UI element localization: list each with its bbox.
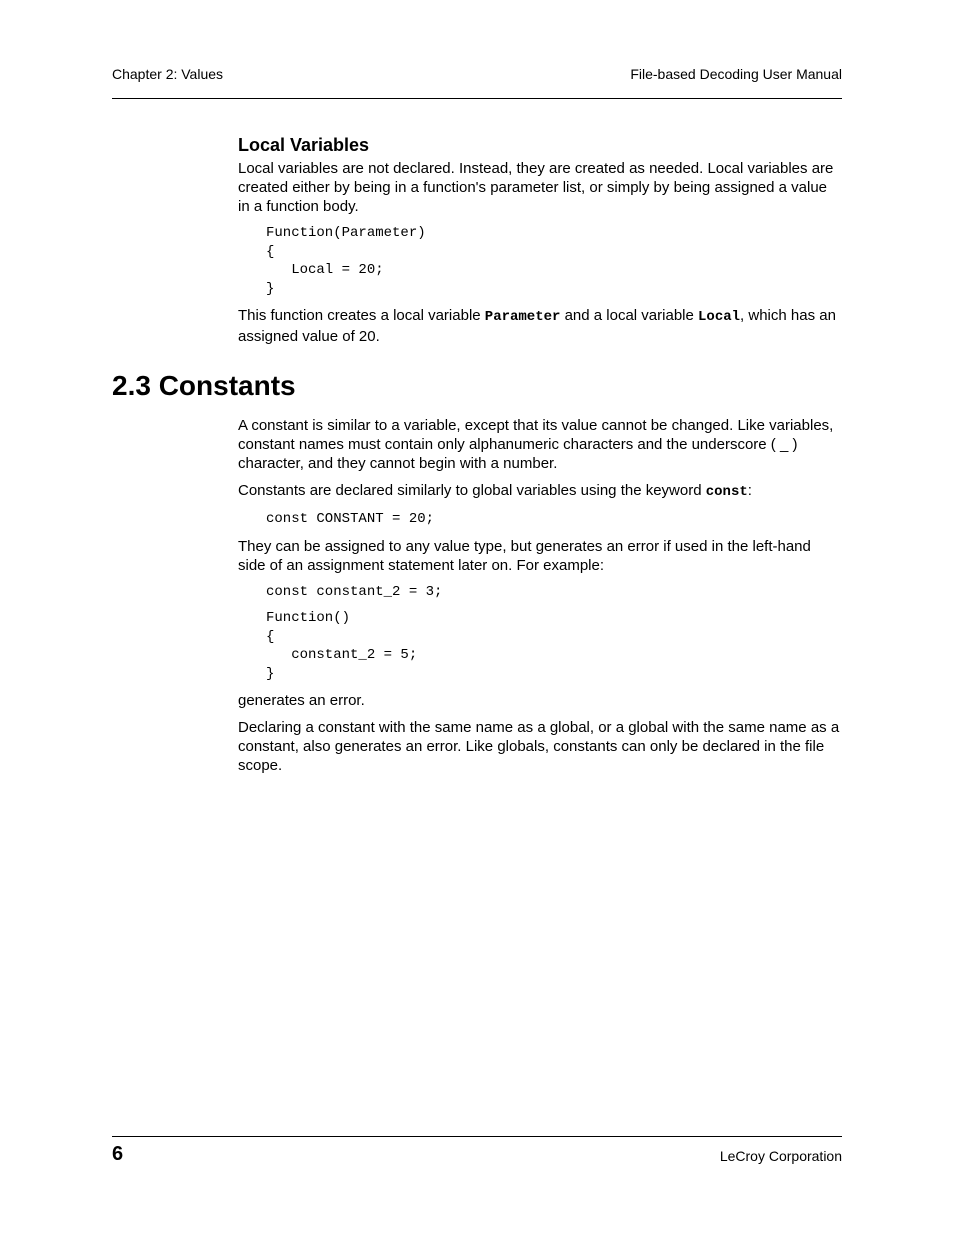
constants-code-3: Function() { constant_2 = 5; }	[266, 610, 418, 682]
keyword-parameter: Parameter	[484, 309, 561, 325]
local-variables-heading: Local Variables	[238, 135, 370, 155]
constants-para-3: They can be assigned to any value type, but generates an error if used in the left-hand side of an assignment statement later on. For example:	[238, 537, 811, 574]
constants-para-1: A constant is similar to a variable, except that its value cannot be changed. Like variables, constant names must contain only alphanumeric characters and the underscore ( _ ) character, and they cannot begin with a number.	[238, 417, 834, 472]
page-header	[112, 66, 842, 99]
explain-text-post: , which has an assigned value of 20.	[238, 307, 836, 345]
local-variables-explanation	[238, 306, 842, 346]
local-variables-section	[238, 134, 842, 354]
constants-code-2: const constant_2 = 3;	[266, 583, 443, 600]
constants-heading: 2.3 Constants	[112, 370, 296, 401]
keyword-local: Local	[698, 309, 741, 325]
constants-para-5: Declaring a constant with the same name as a global, or a global with the same name as a constant, also generates an error. Like globals, constants can only be declared in the file scope.	[238, 719, 840, 774]
para2-text-post: :	[747, 482, 752, 499]
chapter-title: Chapter 2: Values	[112, 66, 224, 82]
page-footer	[112, 1136, 842, 1177]
constants-code-1: const CONSTANT = 20;	[266, 511, 435, 527]
manual-title: File-based Decoding User Manual	[630, 66, 842, 82]
local-variables-code: Function(Parameter) { Local = 20; }	[266, 225, 426, 297]
explain-text-pre: This function creates a local variable	[238, 307, 485, 324]
keyword-const: const	[705, 484, 748, 500]
page-number: 6	[112, 1143, 124, 1165]
constants-section	[238, 416, 842, 783]
local-variables-intro: Local variables are not declared. Instead, they are created as needed. Local variables are created either by being in a function's parameter list, or simply by being assigned a value in a function body.	[238, 160, 834, 215]
constants-para-4: generates an error.	[238, 692, 365, 709]
para2-text-pre: Constants are declared similarly to global variables using the keyword	[238, 482, 706, 499]
constants-para-2	[238, 481, 842, 502]
explain-text-mid: and a local variable	[560, 307, 699, 324]
company-name: LeCroy Corporation	[719, 1148, 842, 1164]
